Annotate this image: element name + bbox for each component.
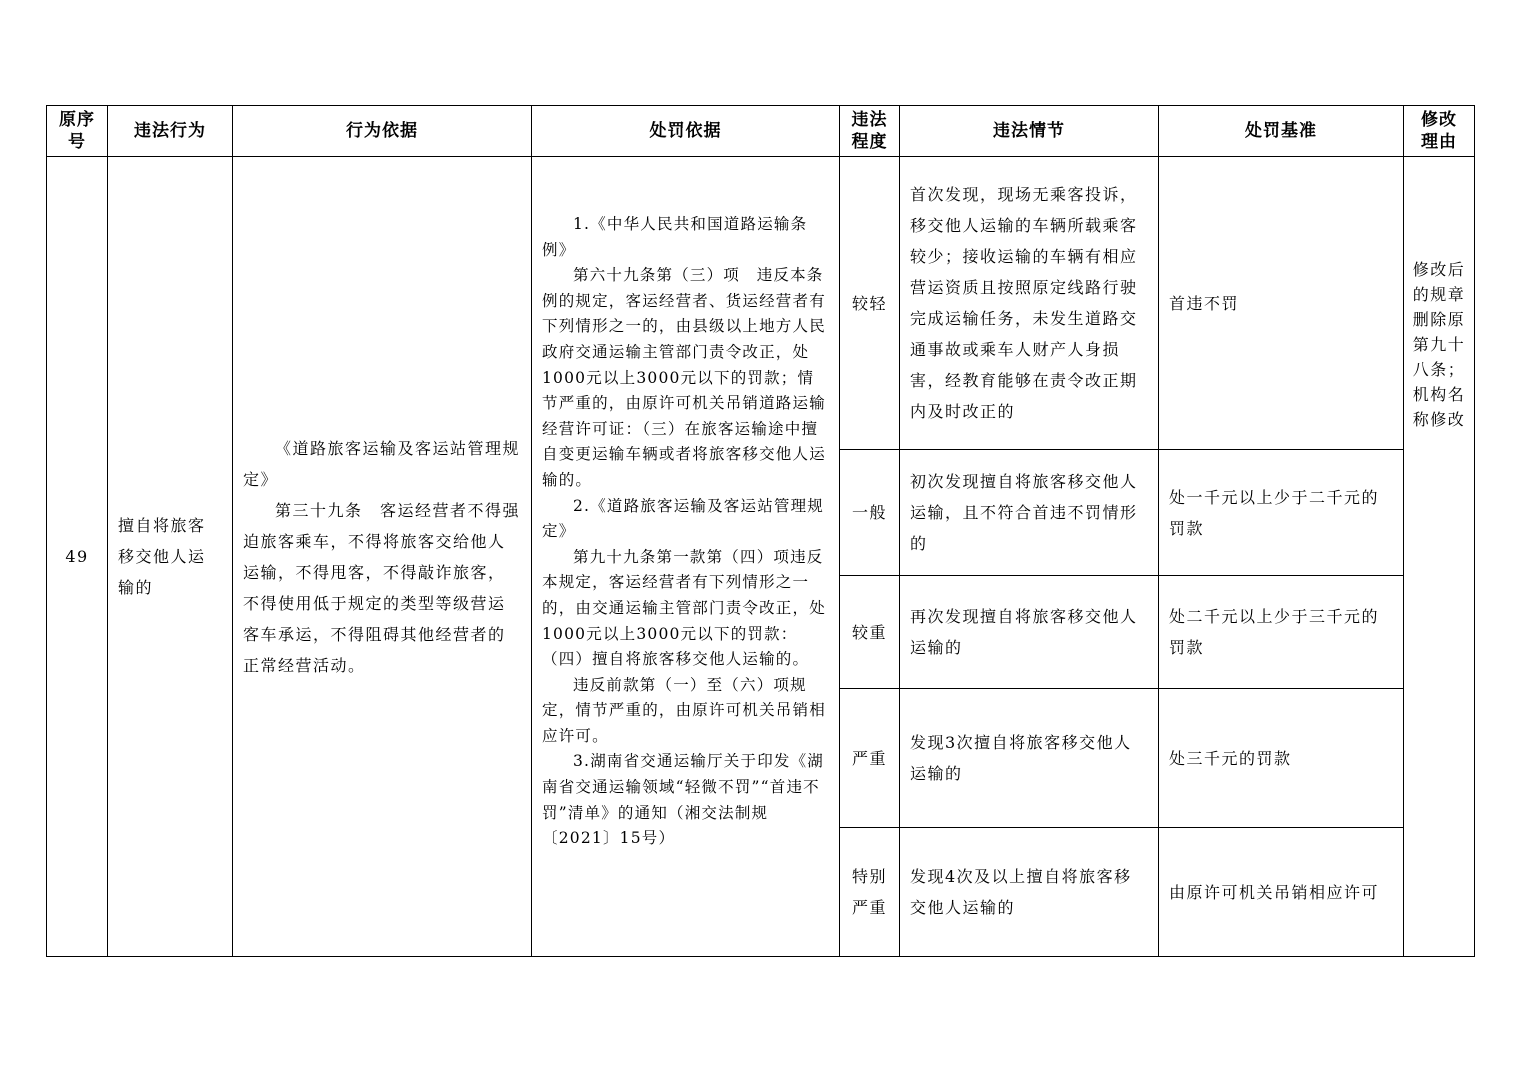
penalty-basis-para: 违反前款第（一）至（六）项规定，情节严重的，由原许可机关吊销相应许可。 <box>542 675 826 745</box>
standard-cell: 处三千元的罚款 <box>1159 689 1404 828</box>
circumstance-cell: 发现4次及以上擅自将旅客移交他人运输的 <box>900 828 1159 957</box>
violation-cell: 擅自将旅客移交他人运输的 <box>108 157 233 957</box>
penalty-basis-para: 3.湖南省交通运输厅关于印发《湖南省交通运输领域“轻微不罚”“首违不罚”清单》的通知（湘交法制规〔2021〕15号） <box>542 752 824 848</box>
table-row <box>47 157 1475 450</box>
header-degree: 违法程度 <box>840 106 900 157</box>
degree-cell: 严重 <box>840 689 900 828</box>
header-violation: 违法行为 <box>108 106 233 157</box>
behavior-basis-cell <box>233 157 532 957</box>
seq-cell: 49 <box>47 157 108 957</box>
behavior-basis-article: 第三十九条 客运经营者不得强迫旅客乘车，不得将旅客交给他人运输，不得甩客，不得敲诈旅客，不得使用低于规定的类型等级营运客车承运，不得阻碍其他经营者的正常经营活动。 <box>243 500 521 675</box>
header-behavior-basis: 行为依据 <box>233 106 532 157</box>
degree-cell: 特别严重 <box>840 828 900 957</box>
behavior-basis-title: 《道路旅客运输及客运站管理规定》 <box>243 438 521 489</box>
penalty-basis-para: 第九十九条第一款第（四）项违反本规定，客运经营者有下列情形之一的，由交通运输主管部门责令改正，处1000元以上3000元以下的罚款：（四）擅自将旅客移交他人运输的。 <box>542 547 826 669</box>
circumstance-cell: 发现3次擅自将旅客移交他人运输的 <box>900 689 1159 828</box>
circumstance-cell: 再次发现擅自将旅客移交他人运输的 <box>900 576 1159 689</box>
header-penalty-basis: 处罚依据 <box>532 106 840 157</box>
penalty-basis-para: 1.《中华人民共和国道路运输条例》 <box>542 215 808 259</box>
standard-cell: 由原许可机关吊销相应许可 <box>1159 828 1404 957</box>
penalty-standard-table <box>46 105 1475 957</box>
penalty-basis-para: 第六十九条第（三）项 违反本条例的规定，客运经营者、货运经营者有下列情形之一的，由县级以上地方人民政府交通运输主管部门责令改正，处1000元以上3000元以下的罚款；情节严重的，由原许可机关吊销道路运输经营许可证：（三）在旅客运输途中擅自变更运输车辆或者将旅客移交他人运输的。 <box>542 266 826 489</box>
degree-cell: 较轻 <box>840 157 900 450</box>
standard-cell: 处二千元以上少于三千元的罚款 <box>1159 576 1404 689</box>
penalty-basis-para: 2.《道路旅客运输及客运站管理规定》 <box>542 496 824 541</box>
circumstance-cell: 首次发现，现场无乘客投诉，移交他人运输的车辆所载乘客较少；接收运输的车辆有相应营运资质且按照原定线路行驶完成运输任务，未发生道路交通事故或乘车人财产人身损害，经教育能够在责令改正期内及时改正的 <box>900 157 1159 450</box>
header-standard: 处罚基准 <box>1159 106 1404 157</box>
header-row <box>47 106 1475 157</box>
header-reason: 修改理由 <box>1404 106 1475 157</box>
reason-cell: 修改后的规章删除原第九十八条；机构名称修改 <box>1404 157 1475 957</box>
degree-cell: 一般 <box>840 450 900 576</box>
degree-cell: 较重 <box>840 576 900 689</box>
standard-cell: 首违不罚 <box>1159 157 1404 450</box>
header-seq: 原序号 <box>47 106 108 157</box>
penalty-basis-cell <box>532 157 840 957</box>
standard-cell: 处一千元以上少于二千元的罚款 <box>1159 450 1404 576</box>
header-circumstance: 违法情节 <box>900 106 1159 157</box>
circumstance-cell: 初次发现擅自将旅客移交他人运输，且不符合首违不罚情形的 <box>900 450 1159 576</box>
